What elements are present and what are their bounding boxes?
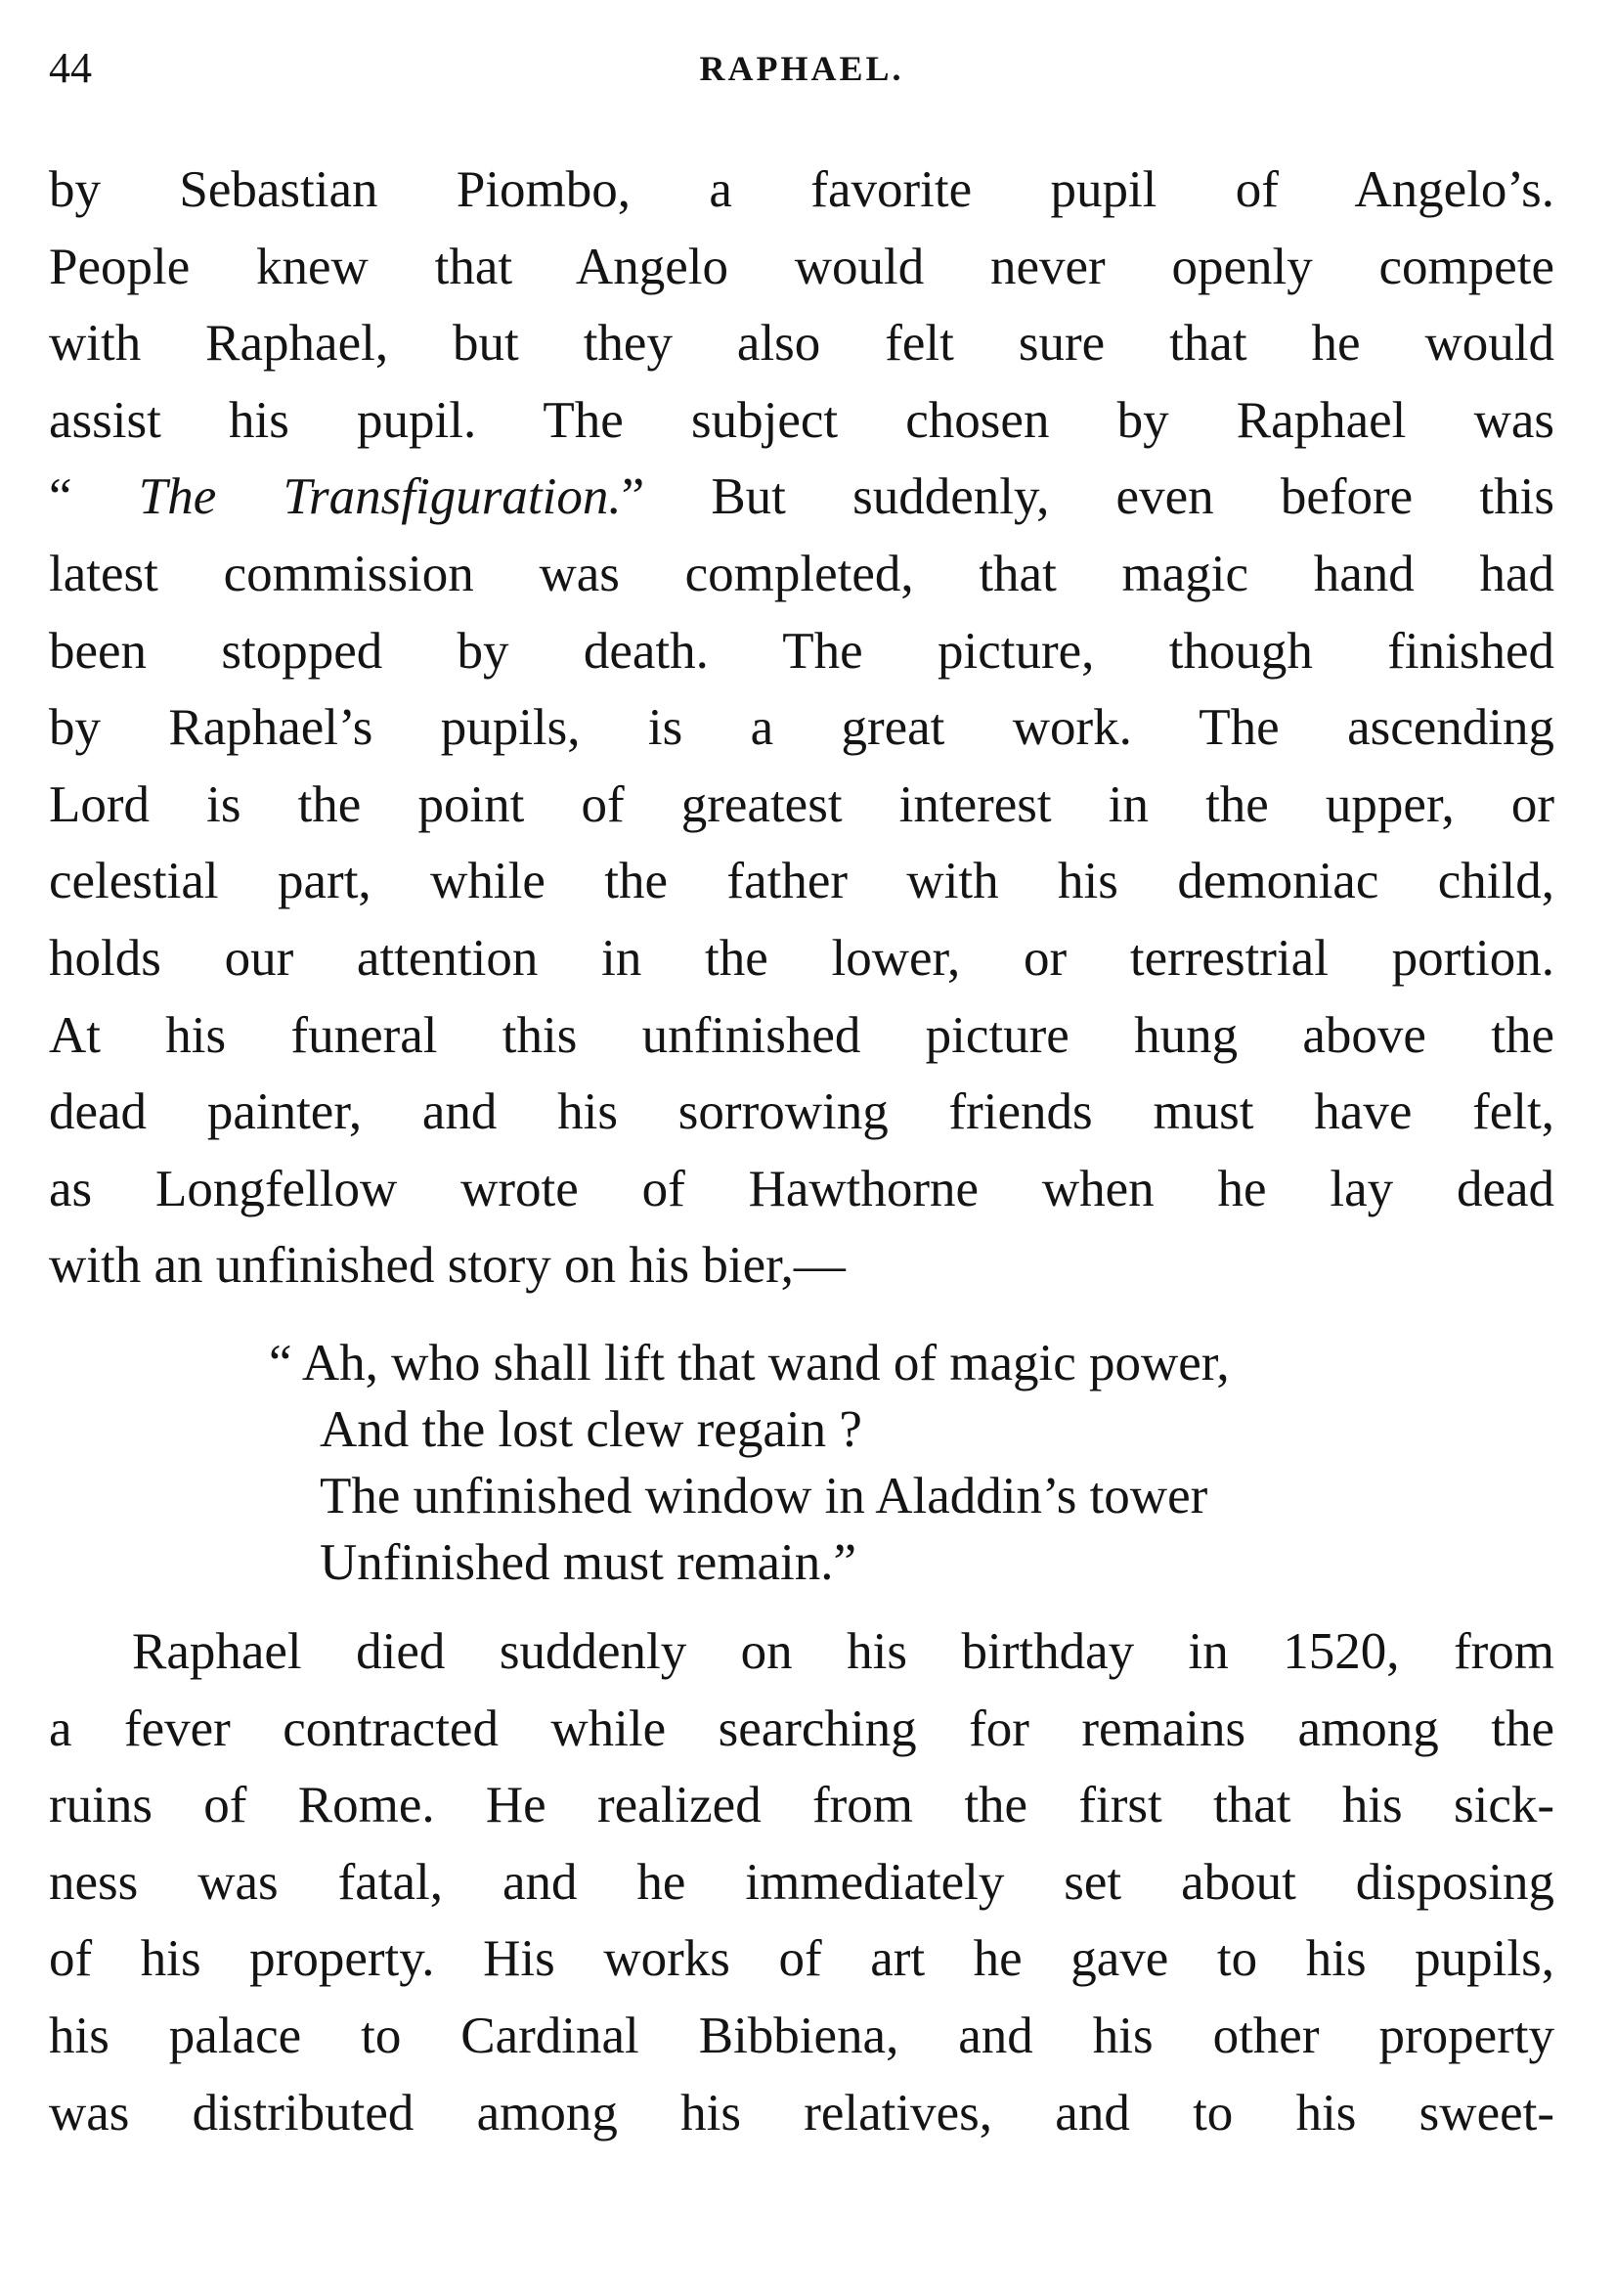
poem-line: The unfinished window in Aladdin’s tower [320, 1468, 1208, 1524]
text-line: as Longfellow wrote of Hawthorne when he lay dead [49, 1160, 1554, 1217]
paragraph-2 [49, 1613, 1554, 2151]
text-line: celestial part, while the father with his demoniac child, [49, 853, 1554, 910]
poem-line: Unfinished must remain.” [320, 1534, 857, 1591]
text-line: At his funeral this unfinished picture hung above the [49, 1006, 1554, 1064]
text-line: Lord is the point of greatest interest in the upper, or [49, 775, 1554, 833]
text-line: latest commission was completed, that magic hand had [49, 545, 1554, 602]
poem-line: And the lost clew regain ? [320, 1401, 862, 1458]
text-line: ruins of Rome. He realized from the first that his sick- [49, 1777, 1554, 1834]
page-number: 44 [49, 44, 92, 92]
text-line-rest: ” But suddenly, even before this [621, 468, 1554, 526]
poem-quotation [269, 1330, 1540, 1596]
text-line: Raphael died suddenly on his birthday in 1520, from [132, 1623, 1554, 1680]
running-title: RAPHAEL. [699, 49, 904, 88]
text-line: by Raphael’s pupils, is a great work. The ascending [49, 699, 1554, 757]
text-line [49, 459, 1554, 536]
poem-line: “ Ah, who shall lift that wand of magic power, [269, 1335, 1230, 1391]
text-line: dead painter, and his sorrowing friends must have felt, [49, 1083, 1554, 1141]
text-line: People knew that Angelo would never openly compete [49, 238, 1554, 295]
text-line: a fever contracted while searching for remains among the [49, 1700, 1554, 1757]
text-line: was distributed among his relatives, and to his sweet- [49, 2084, 1554, 2141]
artwork-title: The Transfiguration. [138, 468, 622, 526]
text-line: by Sebastian Piombo, a favorite pupil of Angelo’s. [49, 161, 1554, 218]
text-line: his palace to Cardinal Bibbiena, and his other property [49, 2007, 1554, 2064]
text-line: been stopped by death. The picture, though finished [49, 622, 1554, 680]
text-line: with an unfinished story on his bier,— [49, 1237, 846, 1295]
text-line: assist his pupil. The subject chosen by Raphael was [49, 391, 1554, 449]
text-line: holds our attention in the lower, or terrestrial portion. [49, 929, 1554, 987]
text-line: of his property. His works of art he gave to his pupils, [49, 1930, 1554, 1988]
text-line: with Raphael, but they also felt sure that he would [49, 315, 1554, 373]
paragraph-1 [49, 152, 1554, 1304]
quote-mark: “ [49, 468, 72, 526]
running-head [49, 39, 1554, 98]
text-line: ness was fatal, and he immediately set about disposing [49, 1853, 1554, 1911]
